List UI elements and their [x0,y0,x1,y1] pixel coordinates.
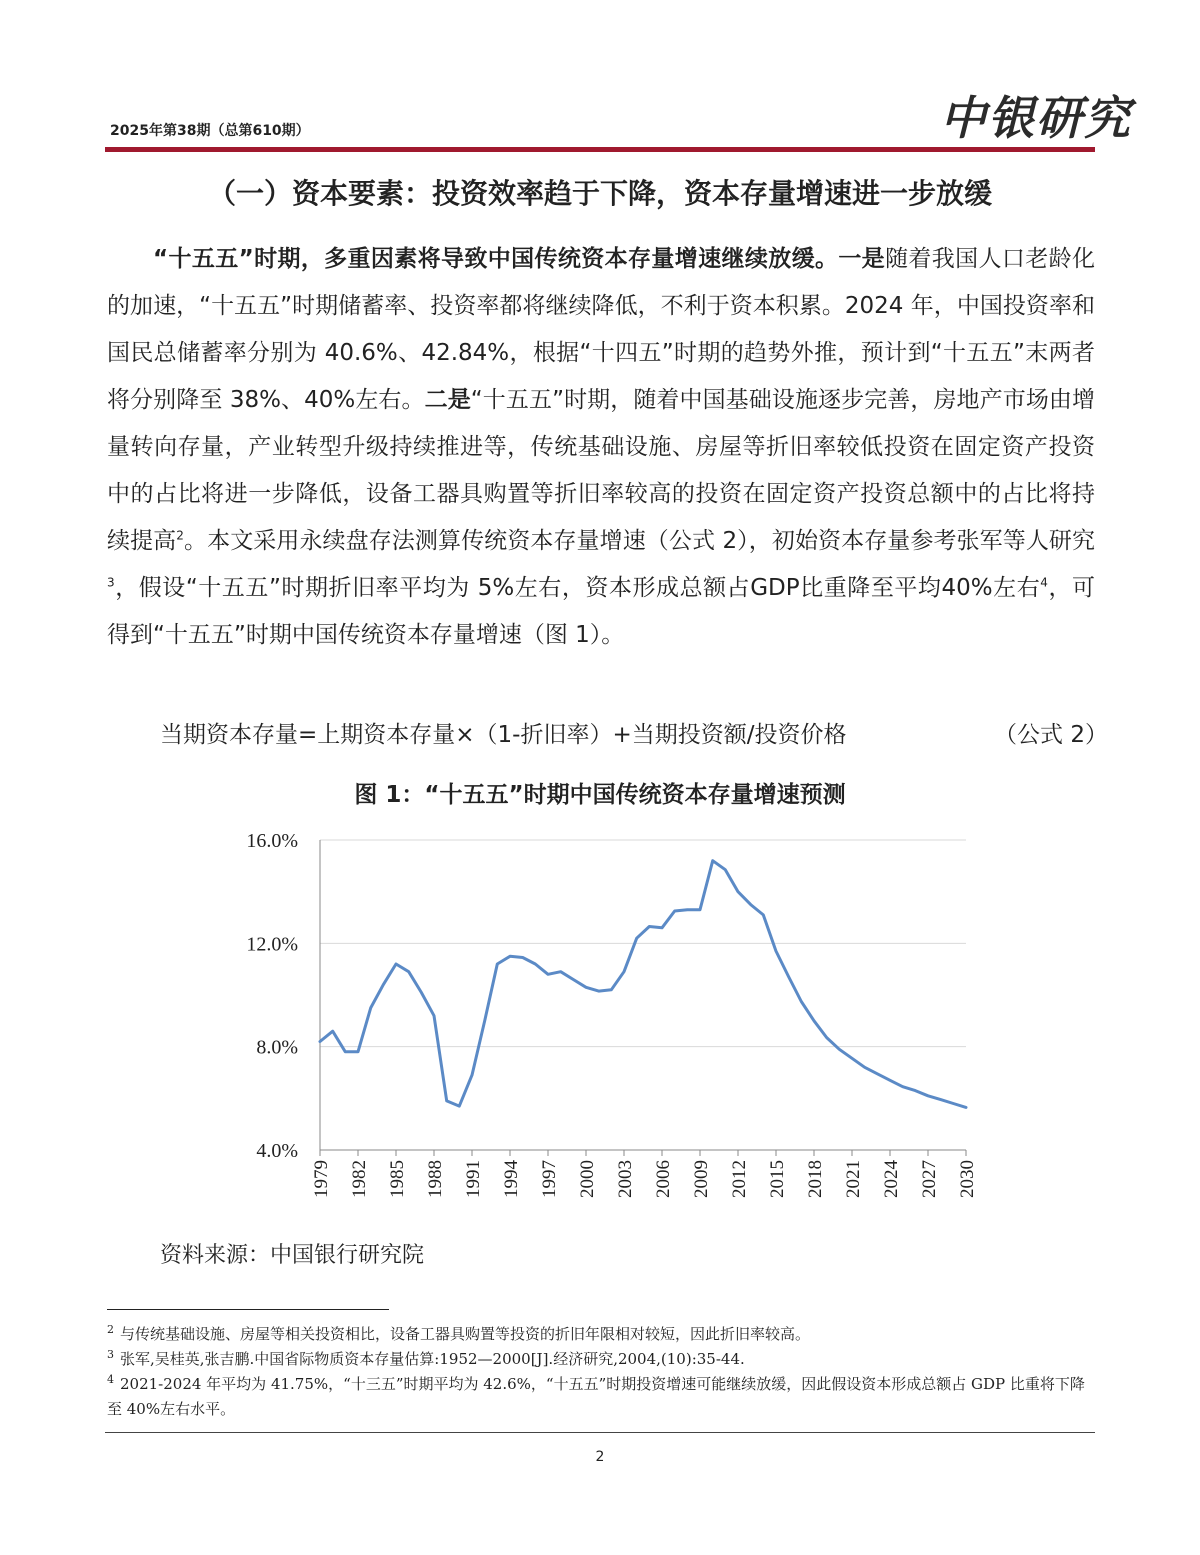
footnote-2-text: 与传统基础设施、房屋等相关投资相比，设备工器具购置等投资的折旧年限相对较短，因此折旧率较高。 [120,1325,811,1343]
chart-y-ticks [246,830,298,1162]
capital-stock-growth-chart [200,818,1000,1228]
chart-x-tick-label: 2018 [805,1160,826,1198]
chart-x-tick-label: 1988 [425,1160,446,1198]
chart-x-tick-label: 2027 [919,1160,940,1198]
formula-tag: （公式 2） [994,722,1108,748]
chart-x-tick-label: 1994 [501,1160,522,1198]
section-heading: （一）资本要素：投资效率趋于下降，资本存量增速进一步放缓 [207,177,992,210]
chart-x-tick-label: 2009 [691,1160,712,1198]
method-text: 。本文采用永续盘存法测算传统资本存量增速（公式 2），初始资本存量参考张军等人研究 [183,528,1096,554]
footnote-2-mark: 2 [107,1323,114,1336]
formula-text: 当期资本存量=上期资本存量×（1-折旧率）+当期投资额/投资价格 [160,722,847,748]
page-number: 2 [595,1449,605,1465]
footnote-ref-4[interactable]: 4 [1040,575,1048,590]
header-divider [105,147,1095,152]
chart-x-tick-label: 2003 [615,1160,636,1198]
chart-gridlines [320,840,966,1150]
chart-x-tick-label: 1979 [311,1160,332,1198]
point-two-text: “十五五”时期，随着中国基础设施逐步完善，房地产市场由增量转向存量，产业转型升级持续推进等，传统基础设施、房屋等折旧率较低投资在固定资产投资中的占比将进一步降低，设备工器具购置等折旧率较高的投资在固定资产投资总额中的占比将持续提高 [107,387,1095,554]
point-one-text: 随着我国人口老龄化的加速，“十五五”时期储蓄率、投资率都将继续降低，不利于资本积累。2024 年，中国投资率和国民总储蓄率分别为 40.6%、42.84%，根据“十四五”时期的趋势外推，预计到“十五五”末两者将分别降至 38%、40%左右。 [107,246,1096,413]
assumption-text: ，假设“十五五”时期折旧率平均为 5%左右，资本形成总额占GDP比重降至平均40%左右 [114,575,1041,601]
figure-source: 资料来源：中国银行研究院 [160,1243,425,1268]
chart-y-tick-label: 4.0% [256,1140,298,1162]
chart-x-tick-label: 1997 [539,1160,560,1198]
body-paragraph [107,236,1095,659]
footnote-2 [107,1322,1095,1347]
chart-y-tick-label: 12.0% [246,933,298,956]
footnotes [107,1322,1095,1422]
footnote-ref-2[interactable]: 2 [176,528,184,543]
chart-x-tick-label: 1985 [387,1160,408,1198]
footnote-3-text: 张军,吴桂英,张吉鹏.中国省际物质资本存量估算:1952—2000[J].经济研究,2004,(10):35-44. [120,1350,745,1368]
chart-x-tick-label: 2015 [767,1160,788,1198]
figure-title: 图 1：“十五五”时期中国传统资本存量增速预测 [354,782,846,808]
footnote-3 [107,1347,1095,1372]
chart-x-ticks [311,1150,978,1198]
conclusion-text: ，可得到“十五五”时期中国传统资本存量增速（图 1）。 [107,575,1096,648]
chart-x-tick-label: 2021 [843,1160,864,1198]
chart-y-tick-label: 8.0% [256,1036,298,1059]
footnote-3-mark: 3 [107,1348,114,1361]
footnote-4-text: 2021-2024 年平均为 41.75%，“十三五”时期平均为 42.6%，“十五五”时期投资增速可能继续放缓，因此假设资本形成总额占 GDP 比重将下降至 40%左右水平。 [107,1375,1085,1418]
lead-sentence: “十五五”时期，多重因素将导致中国传统资本存量增速继续放缓。 [153,246,839,272]
footnote-4 [107,1372,1095,1422]
chart-x-tick-label: 2006 [653,1160,674,1198]
chart-x-tick-label: 2000 [577,1160,598,1198]
chart-series [320,861,966,1108]
chart-series-line [320,861,966,1108]
bank-research-logo: 中银研究 [940,91,1132,145]
footnote-ref-3[interactable]: 3 [107,575,115,590]
chart-x-tick-label: 2030 [957,1160,978,1198]
footnote-divider [107,1309,389,1310]
point-two-label: 二是 [424,387,471,413]
chart-y-tick-label: 16.0% [246,830,298,852]
chart-x-tick-label: 1982 [349,1160,370,1198]
footnote-4-mark: 4 [107,1373,114,1386]
issue-label: 2025年第38期（总第610期） [110,123,310,139]
chart-x-tick-label: 1991 [463,1160,484,1198]
chart-x-tick-label: 2012 [729,1160,750,1198]
point-one-label: 一是 [838,246,886,272]
footer-divider [105,1432,1095,1433]
chart-x-tick-label: 2024 [881,1160,902,1198]
